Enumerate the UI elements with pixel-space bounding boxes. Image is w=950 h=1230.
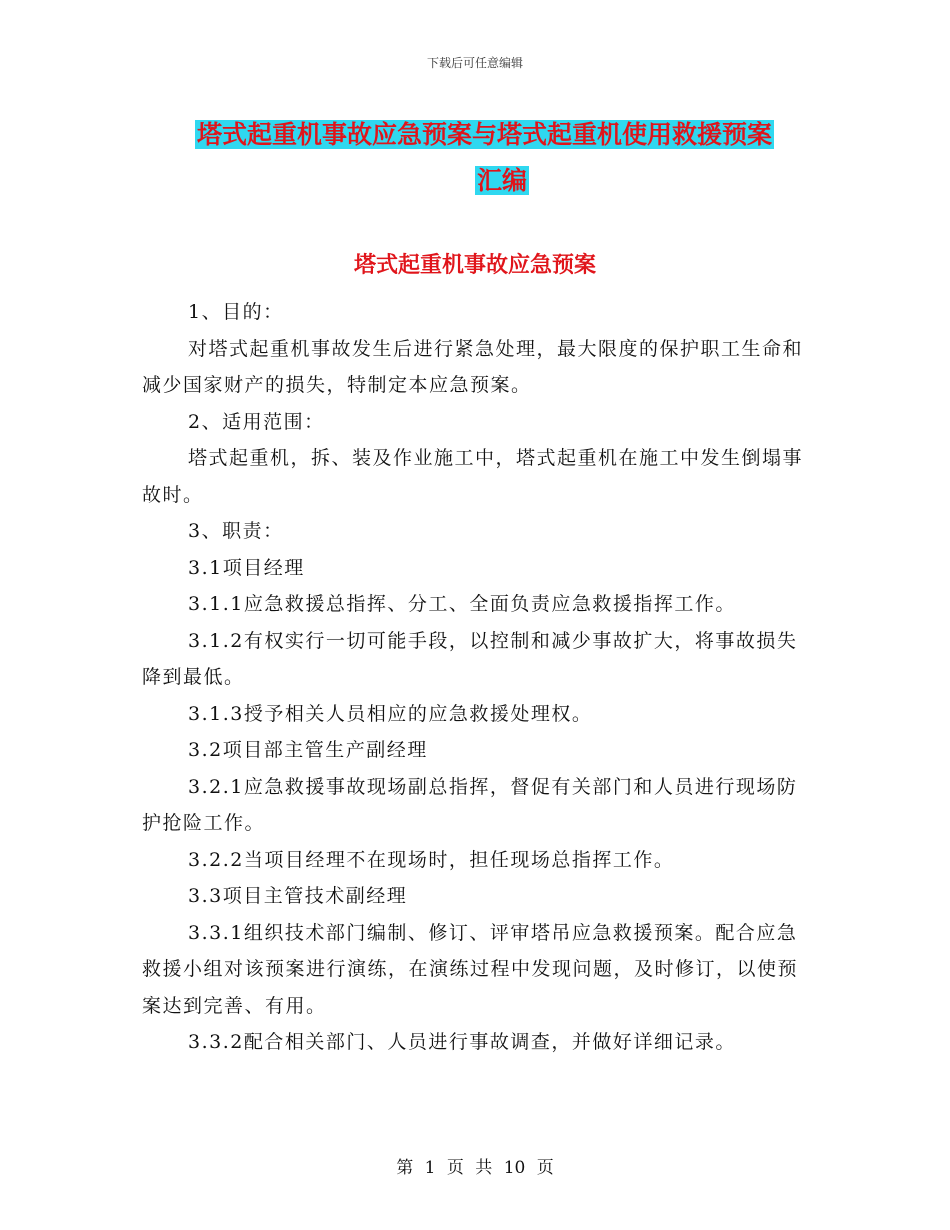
- document-body: [142, 294, 814, 1061]
- paragraph: 3.2.1应急救援事故现场副总指挥，督促有关部门和人员进行现场防护抢险工作。: [142, 775, 798, 834]
- paragraph: 3.2项目部主管生产副经理: [188, 739, 428, 761]
- paragraph: 对塔式起重机事故发生后进行紧急处理，最大限度的保护职工生命和减少国家财产的损失，特制定本应急预案。: [142, 337, 804, 396]
- paragraph: 3.1.2有权实行一切可能手段，以控制和减少事故扩大，将事故损失降到最低。: [142, 629, 798, 688]
- header-note: 下载后可任意编辑: [426, 56, 523, 70]
- paragraph: 3.2.2当项目经理不在现场时，担任现场总指挥工作。: [188, 848, 675, 871]
- paragraph: 3.3项目主管技术副经理: [188, 885, 408, 907]
- paragraph: 3.3.1组织技术部门编制、修订、评审塔吊应急救援预案。配合应急救援小组对该预案进行演练，在演练过程中发现问题，及时修订，以使预案达到完善、有用。: [142, 921, 799, 1017]
- paragraph: 3.1.1应急救援总指挥、分工、全面负责应急救援指挥工作。: [188, 593, 736, 615]
- paragraph: 3、职责：: [188, 520, 284, 542]
- paragraph: 2、适用范围：: [188, 410, 325, 433]
- section-title: 塔式起重机事故应急预案: [353, 253, 596, 278]
- page-footer: 第 1 页 共 10 页: [396, 1158, 554, 1178]
- paragraph: 3.3.2配合相关部门、人员进行事故调查，并做好详细记录。: [188, 1031, 736, 1053]
- paragraph: 3.1项目经理: [188, 556, 305, 579]
- paragraph: 3.1.3授予相关人员相应的应急救援处理权。: [188, 702, 593, 725]
- title-line-2: 汇编: [477, 166, 528, 195]
- document-title: [195, 112, 815, 204]
- paragraph: 塔式起重机，拆、装及作业施工中，塔式起重机在施工中发生倒塌事故时。: [142, 447, 804, 506]
- paragraph: 1、目的：: [188, 301, 284, 323]
- title-line-1: 塔式起重机事故应急预案与塔式起重机使用救援预案: [197, 120, 773, 149]
